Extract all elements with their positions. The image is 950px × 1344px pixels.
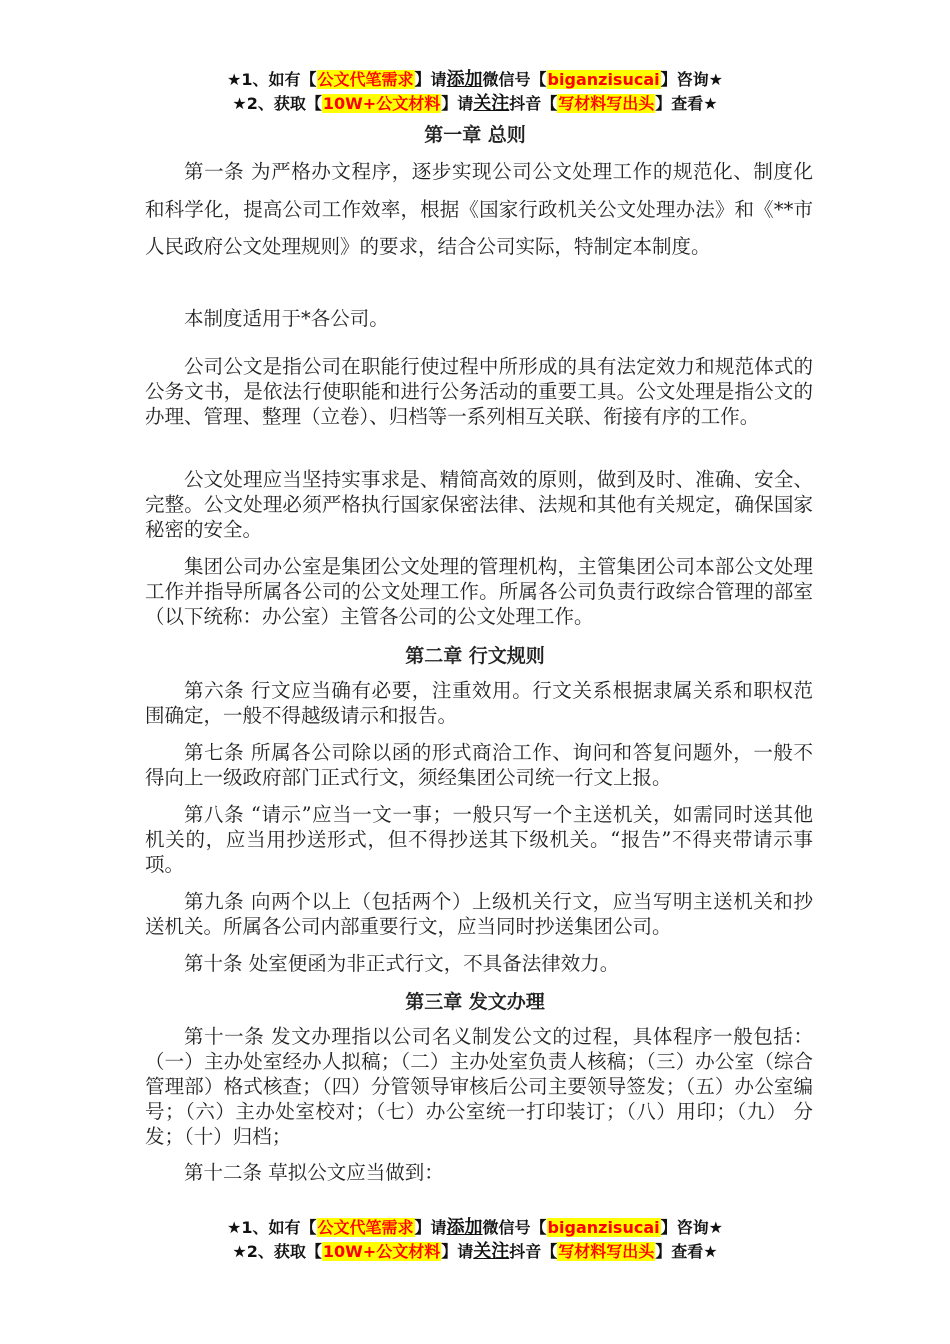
paragraph-principles: 公文处理应当坚持实事求是、精简高效的原则，做到及时、准确、安全、完整。公文处理必须严格执行国家保密法律、法规和其他有关规定，确保国家秘密的安全。 [145, 468, 813, 541]
paragraph-scope: 本制度适用于*各公司。 [184, 307, 389, 330]
paragraph-authority: 集团公司办公室是集团公文处理的管理机构，主管集团公司本部公文处理工作并指导所属各公司的公文处理工作。所属各公司负责行政综合管理的部室（以下统称：办公室）主管各公司的公文处理工作。 [145, 555, 813, 628]
chapter-3-heading: 第三章 发文办理 [405, 991, 545, 1013]
promo-line-1-bottom: ★1、如有【公文代笔需求】请添加微信号【biganzisucai】咨询★ [227, 1217, 723, 1238]
chapter-1-heading: 第一章 总则 [424, 124, 526, 146]
promo-line-1: ★1、如有【公文代笔需求】请添加微信号【biganzisucai】咨询★ [227, 69, 723, 90]
paragraph-article-10: 第十条 处室便函为非正式行文，不具备法律效力。 [184, 952, 620, 975]
paragraph-definition: 公司公文是指公司在职能行使过程中所形成的具有法定效力和规范体式的公务文书，是依法行使职能和进行公务活动的重要工具。公文处理是指公文的办理、管理、整理（立卷）、归档等一系列相互关联、衔接有序的工作。 [145, 355, 813, 428]
paragraph-article-7: 第七条 所属各公司除以函的形式商洽工作、询问和答复问题外，一般不得向上一级政府部门正式行文，须经集团公司统一行文上报。 [145, 741, 813, 789]
paragraph-article-9: 第九条 向两个以上（包括两个）上级机关行文，应当写明主送机关和抄送机关。所属各公司内部重要行文，应当同时抄送集团公司。 [145, 890, 813, 938]
paragraph-article-6: 第六条 行文应当确有必要，注重效用。行文关系根据隶属关系和职权范围确定，一般不得越级请示和报告。 [145, 679, 813, 727]
highlight-service-bottom: 公文代笔需求 [317, 1218, 414, 1237]
paragraph-article-12: 第十二条 草拟公文应当做到： [184, 1161, 444, 1184]
promo-line-2-bottom: ★2、获取【10W+公文材料】请关注抖音【写材料写出头】查看★ [232, 1241, 718, 1262]
chapter-2-heading: 第二章 行文规则 [405, 645, 545, 667]
highlight-service: 公文代笔需求 [317, 70, 414, 89]
highlight-douyin-bottom: 写材料写出头 [558, 1242, 655, 1261]
highlight-douyin: 写材料写出头 [558, 94, 655, 113]
highlight-wechat-id-bottom: biganzisucai [547, 1218, 660, 1237]
paragraph-article-8: 第八条 “请示”应当一文一事；一般只写一个主送机关，如需同时送其他机关的，应当用抄送形式，但不得抄送其下级机关。“报告”不得夹带请示事项。 [145, 803, 813, 876]
highlight-wechat-id: biganzisucai [547, 70, 660, 89]
paragraph-article-1: 第一条 为严格办文程序，逐步实现公司公文处理工作的规范化、制度化和科学化，提高公司工作效率，根据《国家行政机关公文处理办法》和《**市人民政府公文处理规则》的要求，结合公司实际，特制定本制度。 [145, 160, 813, 258]
paragraph-article-11: 第十一条 发文办理指以公司名义制发公文的过程，具体程序一般包括：（一）主办处室经办人拟稿；（二）主办处室负责人核稿；（三）办公室（综合管理部）格式核查；（四）分管领导审核后公司主要领导签发；（五）办公室编号；（六）主办处室校对；（七）办公室统一打印装订；（八）用印；（九） 分发；（十）归档； [145, 1025, 813, 1148]
highlight-materials-bottom: 10W+公文材料 [322, 1242, 441, 1261]
promo-banner-top [0, 68, 950, 116]
highlight-materials: 10W+公文材料 [322, 94, 441, 113]
promo-line-2: ★2、获取【10W+公文材料】请关注抖音【写材料写出头】查看★ [232, 93, 718, 114]
promo-banner-bottom [0, 1216, 950, 1264]
